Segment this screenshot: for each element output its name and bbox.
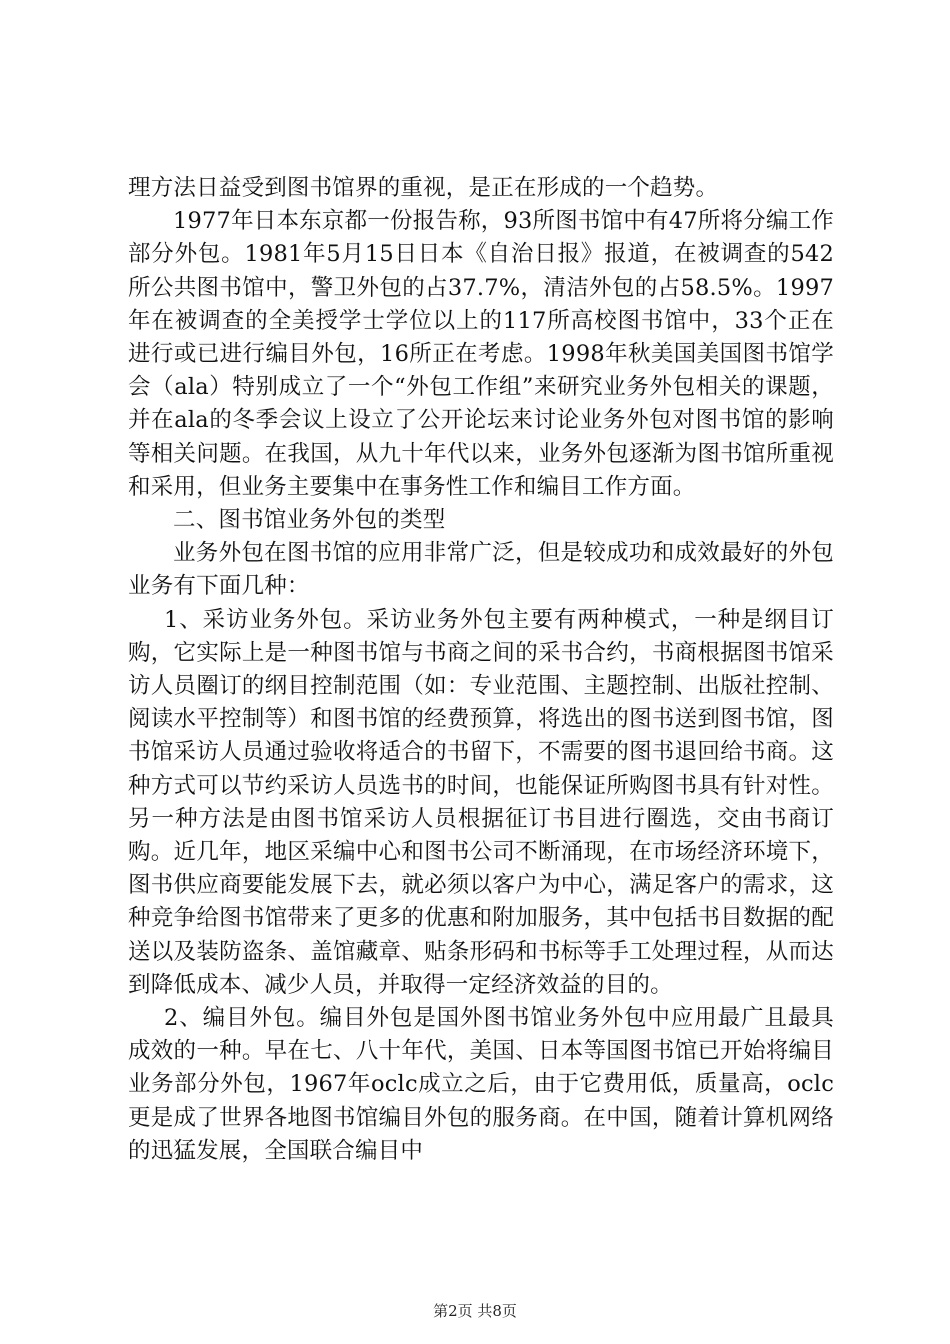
paragraph-continuation: 理方法日益受到图书馆界的重视，是正在形成的一个趋势。	[128, 175, 719, 201]
paragraph-statistics: 1977年日本东京都一份报告称，93所图书馆中有47所将分编工作部分外包。1981年5月15日日本《自治日报》报道，在被调查的542所公共图书馆中，警卫外包的占37.7%，清洁外包的占58.5%。1997年在被调查的全美授学士学位以上的117所高校图书馆中，33个正在进行或已进行编目外包，16所正在考虑。1998年秋美国美国图书馆学会（ala）特别成立了一个“外包工作组”来研究业务外包相关的课题，并在ala的冬季会议上设立了公开论坛来讨论业务外包对图书馆的影响等相关问题。在我国，从九十年代以来，业务外包逐渐为图书馆所重视和采用，但业务主要集中在事务性工作和编目工作方面。	[128, 208, 834, 500]
page-number: 第2页 共8页	[433, 1302, 517, 1320]
body-text	[128, 172, 834, 1168]
paragraph-cataloging: 2、编目外包。编目外包是国外图书馆业务外包中应用最广且最具成效的一种。早在七、八十年代，美国、日本等国图书馆已开始将编目业务部分外包，1967年oclc成立之后，由于它费用低，质量高，oclc更是成了世界各地图书馆编目外包的服务商。在中国，随着计算机网络的迅猛发展，全国联合编目中	[128, 1005, 834, 1164]
section-heading: 二、图书馆业务外包的类型	[173, 507, 446, 534]
paragraph-intro: 业务外包在图书馆的应用非常广泛，但是较成功和成效最好的外包业务有下面几种：	[128, 540, 834, 600]
paragraph-acquisition: 1、采访业务外包。采访业务外包主要有两种模式，一种是纲目订购，它实际上是一种图书馆与书商之间的采书合约，书商根据图书馆采访人员圈订的纲目控制范围（如：专业范围、主题控制、出版社控制、阅读水平控制等）和图书馆的经费预算，将选出的图书送到图书馆，图书馆采访人员通过验收将适合的书留下，不需要的图书退回给书商。这种方式可以节约采访人员选书的时间，也能保证所购图书具有针对性。另一种方法是由图书馆采访人员根据征订书目进行圈选，交由书商订购。近几年，地区采编中心和图书公司不断涌现，在市场经济环境下，图书供应商要能发展下去，就必须以客户为中心，满足客户的需求，这种竞争给图书馆带来了更多的优惠和附加服务，其中包括书目数据的配送以及装防盗条、盖馆藏章、贴条形码和书标等手工处理过程，从而达到降低成本、减少人员，并取得一定经济效益的目的。	[128, 606, 834, 998]
